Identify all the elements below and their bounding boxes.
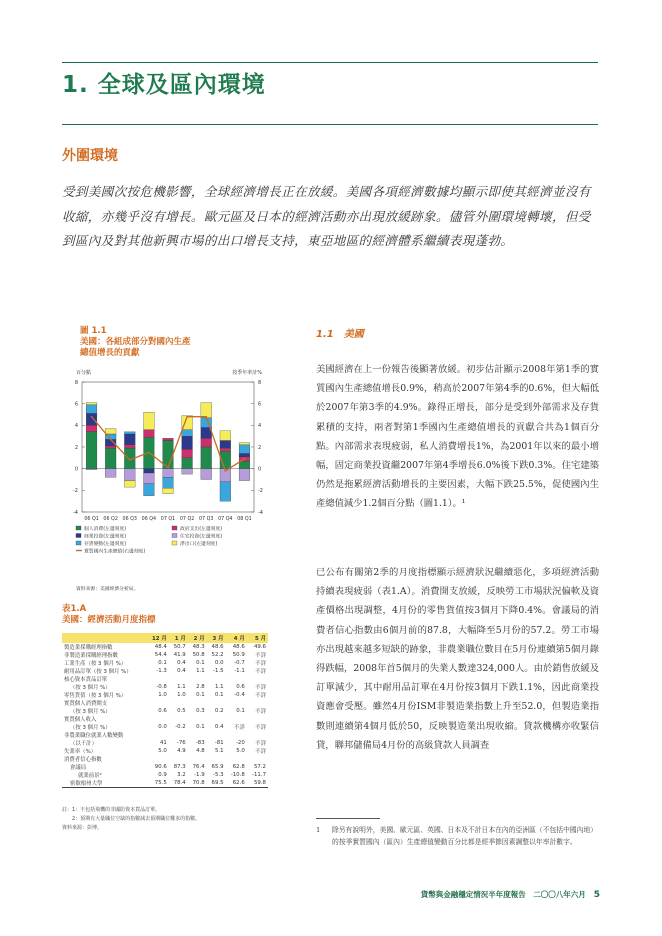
bar-segment: [201, 447, 212, 469]
subsection-heading: 1.1 美國: [316, 329, 364, 340]
table-cell: 1.1: [214, 684, 224, 690]
table-row: [62, 755, 268, 763]
table-row: [62, 731, 268, 739]
table-cell: 0.1: [236, 708, 245, 714]
row-label: 就業前景²: [78, 773, 102, 779]
row-label: （按 3 個月 %）: [70, 709, 111, 715]
table-cell: 5.1: [214, 748, 224, 754]
legend-swatch: [76, 534, 81, 538]
table-cell: -1.3: [156, 668, 167, 674]
legend-label: 住宅投資(左邊刻度): [180, 534, 223, 540]
table-cell: [147, 731, 169, 739]
table-row: [62, 683, 268, 691]
table-cell: 0.2: [214, 708, 224, 714]
table-cell: 52.2: [211, 652, 224, 658]
table-cell: [207, 699, 226, 707]
table-row: [62, 651, 268, 659]
table-cell: 0.9: [158, 772, 167, 778]
table-row: [62, 667, 268, 675]
row-label: （以千計）: [70, 741, 97, 747]
bar-segment: [86, 469, 97, 470]
table-cell: -10.8: [230, 772, 245, 778]
table-cell: 0.6: [158, 708, 167, 714]
table-cell: 不詳: [255, 709, 266, 715]
bar-segment: [86, 425, 97, 431]
table-cell: 41: [159, 740, 167, 746]
bar-segment: [182, 469, 193, 474]
y-tick-label-right: 6: [258, 401, 262, 408]
x-tick-label: 08 Q1: [237, 517, 252, 522]
table-cell: -81: [214, 740, 224, 746]
gdp-point: [244, 458, 246, 460]
table-cell: 0.6: [236, 684, 245, 690]
table-cell: [226, 755, 247, 763]
left-axis-title: 百分點: [76, 370, 92, 376]
table-cell: 1.1: [177, 684, 186, 690]
page-number: 5: [593, 890, 600, 900]
y-tick-label-right: 2: [258, 444, 262, 451]
legend-swatch: [172, 526, 177, 530]
table-cell: 59.8: [247, 779, 268, 788]
bar-segment: [86, 403, 97, 405]
y-tick-label-left: 2: [74, 444, 78, 451]
row-label: 實質個人收入: [64, 717, 97, 723]
table-cell: 2.8: [196, 684, 205, 690]
bar-segment: [124, 481, 135, 488]
table-cell: 48.3: [192, 644, 205, 650]
bar-segment: [86, 413, 97, 425]
table-cell: 0.1: [196, 692, 205, 698]
table-cell: 不詳: [255, 725, 266, 731]
figure-title: 圖 1.1 美國：各組成部分對國內生產 總值增長的貢獻: [80, 326, 191, 358]
table-cell: -1.1: [234, 668, 245, 674]
table-cell: 57.2: [253, 764, 266, 770]
x-tick-label: 06 Q3: [122, 517, 138, 522]
table-cell: -1.9: [194, 772, 205, 778]
y-tick-label-left: 8: [74, 379, 78, 386]
table-cell: 48.6: [232, 644, 245, 650]
row-label: （按 3 個月 %）: [70, 725, 111, 731]
bar-segment: [220, 441, 231, 449]
table-cell: 4.9: [177, 748, 186, 754]
x-tick-label: 07 Q2: [179, 517, 195, 522]
table-cell: 不詳: [255, 653, 266, 659]
legend-label: 個人消費(左邊刻度): [84, 527, 127, 532]
table-cell: 48.6: [211, 644, 224, 650]
table-cell: 78.4: [169, 779, 188, 788]
table-cell: -1.5: [213, 668, 224, 674]
gdp-point: [186, 416, 188, 418]
table-cell: 0.4: [177, 660, 186, 666]
bar-segment: [182, 436, 193, 449]
table-cell: 4.8: [196, 748, 205, 754]
gdp-contribution-chart: [62, 362, 276, 594]
page-footer: [360, 889, 600, 900]
table-cell: [147, 755, 169, 763]
table-cell: [169, 755, 188, 763]
table-cell: [169, 675, 188, 683]
table-cell: 1.0: [177, 692, 186, 698]
table-cell: 1.1: [196, 668, 205, 674]
table-header: 1 月: [169, 633, 188, 643]
table-cell: 50.7: [173, 644, 186, 650]
table-header: 12 月: [147, 633, 169, 643]
x-tick-label: 06 Q1: [84, 517, 99, 522]
table-cell: 0.1: [214, 692, 224, 698]
bar-segment: [163, 438, 174, 440]
bar-segment: [144, 430, 155, 438]
bar-segment: [239, 443, 250, 445]
bar-segment: [105, 448, 116, 469]
row-label: 製造業採購經理指數: [64, 645, 113, 651]
table-row: [62, 675, 268, 683]
bar-segment: [182, 449, 193, 458]
x-tick-label: 07 Q1: [160, 517, 176, 522]
legend-swatch: [76, 541, 81, 545]
y-tick-label-left: 4: [74, 423, 78, 430]
section-title: 外圍環境: [62, 148, 118, 164]
table-cell: [169, 731, 188, 739]
y-tick-label-right: 8: [258, 379, 262, 386]
table-cell: [188, 675, 207, 683]
bar-segment: [220, 448, 231, 451]
gdp-point: [129, 459, 131, 461]
legend-swatch: [76, 526, 81, 530]
footer-text: 貨幣與金融穩定情況半年度報告 二〇〇八年六月: [420, 890, 586, 899]
table-row: [62, 659, 268, 667]
table-cell: 0.0: [214, 660, 224, 666]
intro-paragraph: 受到美國次按危機影響，全球經濟增長正在放緩。美國各項經濟數據均顯示即使其經濟並沒有收縮，亦幾乎沒有增長。歐元區及日本的經濟活動亦出現放緩跡象。儘管外圍環境轉壞，但受到區內及對其他新興市場的出口增長支持，東亞地區的經濟體系繼續表現蓬勃。: [62, 184, 591, 248]
gdp-point: [148, 452, 150, 454]
table-cell: 0.5: [177, 708, 186, 714]
y-tick-label-left: -2: [73, 488, 78, 495]
table-cell: 87.3: [173, 764, 186, 770]
table-cell: 不詳: [255, 661, 266, 667]
bar-segment: [105, 469, 116, 478]
x-tick-label: 07 Q4: [218, 517, 233, 522]
y-tick-label-right: 0: [258, 466, 262, 473]
bar-segment: [220, 431, 231, 441]
bar-segment: [86, 405, 97, 414]
bar-segment: [144, 469, 155, 473]
table-cell: [147, 675, 169, 683]
table-cell: [247, 731, 268, 739]
table-cell: [207, 715, 226, 723]
table-row: [62, 643, 268, 651]
bar-segment: [201, 438, 212, 447]
table-cell: [188, 731, 207, 739]
table-cell: 65.9: [211, 764, 224, 770]
bar-segment: [201, 469, 212, 480]
row-label: 失業率（%）: [64, 749, 97, 755]
table-cell: -0.4: [234, 692, 245, 698]
row-label: 核心資本貨品訂單: [64, 677, 108, 683]
figure-source: 資料來源：美國經濟分析局。: [76, 587, 139, 592]
bar-segment: [124, 469, 135, 481]
table-cell: 0.1: [196, 724, 205, 730]
table-header: 3 月: [207, 633, 226, 643]
bar-segment: [239, 445, 250, 454]
bar-segment: [239, 461, 250, 469]
table-header-blank: [62, 633, 147, 643]
table-cell: 不詳: [255, 741, 266, 747]
row-label: （按 3 個月 %）: [70, 685, 111, 691]
table-title: 表1.A 美國：經濟活動月度指標: [62, 604, 156, 625]
table-cell: [188, 715, 207, 723]
row-label: 耐用品訂單（按 3 個月 %）: [64, 669, 132, 675]
row-label: 密歇根州大學: [62, 779, 147, 788]
table-cell: 不詳: [255, 749, 266, 755]
table-row: [62, 715, 268, 723]
table-cell: 90.6: [154, 764, 167, 770]
y-tick-label-left: -4: [73, 509, 78, 516]
table-cell: 62.8: [232, 764, 245, 770]
table-cell: [207, 675, 226, 683]
legend-swatch: [172, 534, 177, 538]
table-cell: [188, 755, 207, 763]
table-cell: -0.8: [156, 684, 167, 690]
bar-segment: [124, 445, 135, 448]
table-cell: 1.0: [158, 692, 167, 698]
table-cell: 0.4: [177, 668, 186, 674]
row-label: 非農業職位就業人數變動: [64, 733, 124, 739]
table-row: [62, 707, 268, 715]
bar-segment: [182, 458, 193, 469]
bar-segment: [124, 434, 135, 445]
table-row: [62, 691, 268, 699]
table-cell: 50.8: [192, 652, 205, 658]
body-paragraph-2: 已公布有關第2季的月度指標顯示經濟狀況繼續惡化，多項經濟活動持續表現疲弱（表1.A）。消費開支放緩，反映勞工市場狀況偏軟及資產價格出現調整，4月份的零售貨值按3個月下降0.4%。會議局的消費者信心指數由6個月前的87.8，大幅降至5月份的57.2。勞工市場亦出現越來越多短缺的跡象，非農業職位數目在5月份連續第5個月錄得跌幅，2008年首5個月的失業人數達324,000人。由於銷售放緩及訂單減少，其中耐用品訂單在4月份按3個月下跌1.1%，因此商業投資應會受壓。雖然4月份ISM非製造業指數上升至52.0，但製造業指數則連續第4個月低於50，反映製造業出現收縮。貸款機構亦收緊信貸，聯邦儲備局4月份的高級貸款人員調查: [316, 567, 599, 751]
table-cell: 3.2: [177, 772, 186, 778]
table-cell: [147, 699, 169, 707]
table-cell: [226, 731, 247, 739]
x-tick-label: 07 Q3: [198, 517, 214, 522]
table-cell: 0.1: [196, 660, 205, 666]
top-rule: [62, 62, 598, 63]
table-cell: [188, 699, 207, 707]
bar-segment: [163, 469, 174, 478]
table-row: [62, 763, 268, 771]
table-cell: [169, 699, 188, 707]
row-label: 非製造業採購經理指數: [64, 653, 118, 659]
x-tick-label: 06 Q4: [141, 517, 157, 522]
x-tick-label: 06 Q2: [103, 517, 118, 522]
table-cell: 5.0: [158, 748, 167, 754]
legend-label: 商業投資(左邊刻度): [84, 534, 127, 540]
table-cell: 0.0: [158, 724, 167, 730]
bar-segment: [182, 430, 193, 437]
chapter-title: 1. 全球及區內環境: [62, 72, 266, 98]
table-cell: 0.3: [196, 708, 205, 714]
y-tick-label-right: 4: [258, 423, 262, 430]
table-cell: 41.9: [173, 652, 186, 658]
table-cell: 50.9: [232, 652, 245, 658]
table-row: [62, 699, 268, 707]
table-cell: [226, 675, 247, 683]
table-source: 資料來源：彭博。: [62, 825, 103, 831]
table-cell: 不詳: [255, 669, 266, 675]
legend-label: 實質國內生產總值(右邊刻度): [84, 549, 146, 555]
legend-swatch: [172, 541, 177, 545]
table-cell: 75.5: [147, 779, 169, 788]
table-cell: 48.4: [154, 644, 167, 650]
table-cell: -83: [195, 740, 205, 746]
gdp-point: [224, 470, 226, 472]
table-cell: [207, 755, 226, 763]
bar-segment: [163, 488, 174, 493]
table-cell: -20: [235, 740, 245, 746]
table-cell: [247, 715, 268, 723]
table-note: 註：1：不包括飛機的非國防資本貨品訂單。: [62, 807, 161, 813]
y-tick-label-right: -4: [258, 509, 263, 516]
gdp-point: [110, 439, 112, 441]
table-row: [62, 747, 268, 755]
bar-segment: [239, 469, 250, 481]
table-cell: -0.2: [175, 724, 186, 730]
gdp-point: [167, 467, 169, 469]
table-cell: [247, 675, 268, 683]
indicator-table: [62, 633, 268, 788]
bar-segment: [239, 454, 250, 457]
row-label: 工業生產（按 3 個月 %）: [64, 661, 127, 667]
table-cell: 76.4: [192, 764, 205, 770]
y-tick-label-right: -2: [258, 488, 263, 495]
table-cell: 62.6: [226, 779, 247, 788]
bar-segment: [144, 473, 155, 484]
table-cell: 不詳: [255, 685, 266, 691]
gdp-point: [91, 416, 93, 418]
table-cell: -11.7: [252, 772, 266, 778]
table-cell: 49.6: [253, 644, 266, 650]
table-cell: [226, 715, 247, 723]
table-cell: -76: [176, 740, 186, 746]
footnote-text: 除另有說明外，美國、歐元區、英國、日本及不計日本在內的亞洲區（不包括中國內地）的按季實質國內（區內）生產總值變動百分比都是經季節因素調整以年率計數字。: [332, 826, 598, 846]
table-cell: 54.4: [154, 652, 167, 658]
table-cell: 70.8: [188, 779, 207, 788]
bar-segment: [201, 403, 212, 418]
y-tick-label-left: 6: [74, 401, 78, 408]
table-header: 4 月: [226, 633, 247, 643]
body-paragraph-1: 美國經濟在上一份報告後顯著放緩。初步估計顯示2008年第1季的實質國內生產總值增長0.9%，稍高於2007年第4季的0.6%，但大幅低於2007年第3季的4.9%。錄得正增長，部分是受到外部需求及存貨累積的支持，兩者對第1季國內生產總值增長的貢獻合共為1個百分點。內部需求表現疲弱，私人消費增長1%，為2001年以來的最小增幅，固定商業投資繼2007年第4季增長6.0%後下跌0.3%。住宅建築仍然是拖累經濟活動增長的主要因素，大幅下跌25.5%，促使國內生產總值減少1.2個百分點（圖1.1）。¹: [316, 364, 599, 510]
bar-segment: [144, 412, 155, 429]
footnote-rule: [316, 818, 380, 819]
right-axis-title: 按季年率計%: [232, 370, 262, 376]
legend-label: 政府支出(左邊刻度): [180, 527, 223, 532]
row-label: 零售貨值（按 3 個月 %）: [64, 693, 127, 699]
bar-segment: [163, 477, 174, 488]
table-cell: [207, 731, 226, 739]
table-cell: -0.7: [234, 660, 245, 666]
table-cell: 不詳: [233, 725, 245, 731]
row-label: 消費者信心指數: [64, 757, 102, 763]
table-cell: [247, 699, 268, 707]
table-row: [62, 723, 268, 731]
bar-segment: [105, 446, 116, 448]
table-row: [62, 779, 268, 788]
bar-segment: [105, 429, 116, 434]
table-cell: 69.5: [207, 779, 226, 788]
bar-segment: [144, 484, 155, 496]
legend-label: 存貨變動(左邊刻度): [84, 542, 127, 547]
y-tick-label-left: 0: [74, 466, 78, 473]
footnote: [316, 824, 599, 848]
table-row: [62, 739, 268, 747]
table-cell: [226, 699, 247, 707]
table-header: 5 月: [247, 633, 268, 643]
table-cell: 不詳: [255, 693, 266, 699]
table-header: 2 月: [188, 633, 207, 643]
table-row: [62, 771, 268, 779]
row-label: 實質個人消費開支: [64, 701, 108, 707]
table-cell: -5.3: [213, 772, 224, 778]
row-label: 會議局: [70, 765, 87, 771]
bar-segment: [220, 482, 231, 502]
table-notes: [62, 806, 272, 833]
footnote-number: 1: [316, 826, 321, 834]
table-cell: 0.1: [158, 660, 167, 666]
legend-label: 淨出口(左邊刻度): [180, 542, 218, 547]
table-note: 2：預期有大量職位空缺的指數減去預期職位難求的指數。: [62, 816, 201, 822]
table-cell: [169, 715, 188, 723]
table-cell: 0.4: [214, 724, 224, 730]
chapter-rule: [62, 124, 598, 125]
bar-segment: [86, 432, 97, 469]
bar-segment: [124, 432, 135, 434]
gdp-point: [205, 416, 207, 418]
table-cell: [247, 755, 268, 763]
table-cell: [147, 715, 169, 723]
table-cell: 5.0: [236, 748, 245, 754]
